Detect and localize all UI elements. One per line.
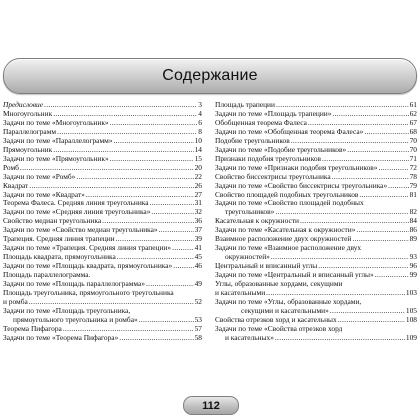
toc-entry-title: и касательными [215,289,266,298]
toc-entry [215,226,417,235]
toc-entry-page: 46 [194,261,202,271]
toc-entry-page: 79 [409,180,417,190]
toc-entry-page: 53 [194,314,202,324]
dot-leader [318,262,408,271]
toc-entry-title: Задачи по теме «Центральный и вписанный углы» [215,271,374,280]
page-number: 112 [202,399,220,412]
dot-leader [338,316,405,325]
dot-leader [119,334,193,343]
toc-entry-title: Многоугольник [3,109,53,118]
toc-entry-title: Задачи по теме «Ромб» [3,172,76,181]
toc-entry-title: Задачи по теме «Площадь параллелограмма» [3,280,146,289]
page-title: Содержание [162,67,258,84]
dot-leader [352,235,408,244]
dot-leader [322,155,409,164]
dot-leader [76,173,193,182]
dot-leader [347,146,408,155]
toc-entry-title: Теорема Пифагора [3,324,62,333]
dot-leader [356,226,408,235]
toc-entry-page: 81 [409,189,417,199]
toc-entry-title: Прямоугольник [3,145,53,154]
dot-leader [275,208,408,217]
dot-leader [139,316,194,325]
toc-entry-title: Задачи по теме «Площадь трапеции» [215,109,332,118]
toc-entry [215,262,417,271]
dot-leader [53,146,193,155]
toc-entry-page: 61 [409,100,417,109]
toc-entry-page: 67 [409,117,417,127]
toc-entry-title: Квадрат [3,181,29,190]
toc-entry-page: 103 [405,288,417,298]
toc-entry-title: Задачи по теме «Площадь квадрата, прямоугольника» [3,262,173,271]
toc-entry [3,128,202,137]
dot-leader [57,128,197,137]
toc-entry-page: 49 [194,279,202,289]
dot-leader [150,200,194,209]
toc-entry-page: 82 [409,207,417,217]
toc-entry-page: 6 [198,117,202,127]
toc-entry-page: 39 [194,234,202,244]
toc-entry [3,182,202,191]
toc-entry-title: Задачи по теме «Трапеция. Средняя линия трапеции» [3,244,172,253]
toc-entry-title: Площадь трапеции [215,101,275,109]
toc-entry-page: 26 [194,180,202,190]
toc-entry-page: 57 [194,323,202,333]
toc-entry-page: 36 [194,216,202,226]
toc-entry [215,146,417,155]
toc-entry-title: Задачи по теме «Касательная к окружности» [215,226,356,235]
toc-entry [215,119,417,128]
toc-entry-title: Задачи по теме «Углы, образованные хордами, [215,297,362,306]
toc-entry-page: 68 [409,126,417,136]
toc-left-column [3,101,202,343]
dot-leader [378,164,408,173]
toc-entry-title: окружностей» [225,253,270,262]
dot-leader [359,191,408,200]
toc-entry [215,298,417,307]
toc-entry-page: 22 [194,171,202,181]
toc-entry [3,325,202,334]
toc-entry-title: Задачи по теме «Свойство площадей подобных [215,199,364,208]
toc-entry-title: Задачи по теме «Квадрат» [3,190,85,199]
toc-entry [3,137,202,146]
dot-leader [20,164,194,173]
toc-entry-title: Задачи по теме «Многоугольник» [3,118,109,127]
dot-leader [172,244,194,253]
toc-entry [215,217,417,226]
toc-entry-title: Обобщенная теорема Фалеса [215,118,307,127]
toc-entry [215,307,417,316]
dot-leader [29,182,193,191]
toc-entry-page: 62 [409,108,417,118]
toc-entry-title: Свойство медиан треугольника [3,217,102,226]
toc-entry-title: Задачи по теме «Свойство биссектрисы треугольника» [215,181,388,190]
dot-leader [63,325,194,334]
dot-leader [117,253,194,262]
toc-entry-page: 15 [194,153,202,163]
dot-leader [110,155,194,164]
toc-entry-page: 99 [409,270,417,280]
toc-entry [3,199,202,208]
dot-leader [159,226,194,235]
toc-entry-page: 105 [405,305,417,315]
dot-leader [116,235,194,244]
contents-header-banner [3,58,417,94]
toc-entry-title: Задачи по теме «Обобщенная теорема Фалеса» [215,127,364,136]
dot-leader [271,253,409,262]
toc-entry-page: 84 [409,216,417,226]
dot-leader [110,119,198,128]
toc-entry-title: прямоугольного треугольника и ромба» [13,315,138,324]
toc-entry-title: Задачи по теме «Взаимное расположение двух [215,244,362,253]
toc-entry-title: Задачи по теме «Признаки подобия треугольников» [215,163,378,172]
toc-entry-page: 96 [409,261,417,271]
toc-entry [215,280,417,289]
toc-entry [215,128,417,137]
toc-entry-page: 70 [409,135,417,145]
toc-entry-title: треугольников» [225,208,275,217]
toc-entry [215,199,417,208]
toc-entry [215,316,417,325]
dot-leader [44,101,197,110]
toc-entry-title: Задачи по теме «Средняя линия треугольника» [3,208,151,217]
dot-leader [291,137,409,146]
toc-entry [215,137,417,146]
toc-entry [215,289,417,298]
toc-entry [3,235,202,244]
toc-entry [215,173,417,182]
toc-entry [3,110,202,119]
toc-entry [215,110,417,119]
dot-leader [300,217,409,226]
dot-leader [151,208,193,217]
toc-entry-page: 70 [409,144,417,154]
toc-entry-title: Задачи по теме «Свойства отрезков хорд [215,324,343,333]
toc-entry-title: Ромб [3,163,19,172]
toc-entry-title: Центральный и вписанный углы [215,262,318,271]
toc-entry [3,173,202,182]
toc-entry [3,164,202,173]
toc-entry [215,325,417,334]
dot-leader [330,307,405,316]
toc-entry-title: Подобие треугольников [215,136,290,145]
toc-entry-page: 58 [194,332,202,342]
toc-entry [215,244,417,253]
dot-leader [86,191,194,200]
toc-entry-title: Признаки подобия треугольников [215,154,322,163]
toc-entry-title: Теорема Фалеса. Средняя линия треугольника [3,199,149,208]
toc-entry [215,101,417,110]
toc-entry [3,146,202,155]
dot-leader [53,110,197,119]
dot-leader [275,334,405,343]
dot-leader [114,137,194,146]
dot-leader [364,128,408,137]
toc-entry [3,244,202,253]
toc-entry-page: 20 [194,162,202,172]
toc-entry-title: и ромба [3,297,28,306]
toc-entry [3,316,202,325]
page-number-badge [183,396,239,415]
toc-entry-page: 41 [194,243,202,253]
toc-entry [3,253,202,262]
dot-leader [388,182,408,191]
dot-leader [266,289,405,298]
toc-entry-page: 89 [409,234,417,244]
toc-entry [3,191,202,200]
toc-entry [3,226,202,235]
toc-entry-title: Площадь треугольника, прямоугольного треугольника [3,289,174,298]
toc-entry [3,334,202,343]
toc-entry [215,208,417,217]
toc-entry [215,191,417,200]
toc-entry-page: 45 [194,252,202,262]
toc-entry-title: Задачи по теме «Теорема Пифагора» [3,333,119,342]
dot-leader [146,280,194,289]
toc-entry-title: Свойство биссектрисы треугольника [215,172,331,181]
toc-entry-title: и касательных» [225,333,274,342]
toc-entry-page: 31 [194,198,202,208]
toc-entry [3,307,202,316]
dot-leader [276,101,409,110]
toc-entry [3,298,202,307]
toc-entry-page: 32 [194,207,202,217]
toc-entry-title: Задачи по теме «Свойство медиан треугольника» [3,226,158,235]
toc-entry-page: 109 [405,332,417,342]
toc-entry-page: 86 [409,225,417,235]
toc-entry-page: 14 [194,144,202,154]
dot-leader [375,271,409,280]
toc-entry-title: Площадь параллелограмма. [3,271,91,280]
toc-entry-page: 4 [198,108,202,118]
toc-entry-page: 3 [198,100,202,109]
toc-entry-title: Свойство площадей подобных треугольников [215,190,359,199]
toc-entry [215,155,417,164]
toc-entry-title: Углы, образованные хордами, секущими [215,280,343,289]
toc-entry [215,334,417,343]
dot-leader [332,110,408,119]
toc-entry-title: Взаимное расположение двух окружностей [215,235,352,244]
toc-entry [215,182,417,191]
toc-entry-page: 71 [409,153,417,163]
toc-entry-page: 72 [409,162,417,172]
toc-entry-page: 10 [194,135,202,145]
toc-right-column [215,101,417,343]
toc-entry-title: Задачи по теме «Подобие треугольников» [215,145,347,154]
dot-leader [173,262,193,271]
toc-entry [3,289,202,298]
toc-entry [3,271,202,280]
dot-leader [332,173,409,182]
toc-entry-page: 93 [409,252,417,262]
dot-leader [29,298,194,307]
toc-entry-page: 27 [194,189,202,199]
toc-entry-title: Предисловие [3,101,44,109]
toc-entry-page: 52 [194,296,202,306]
toc-entry-title: секущими и касательными» [241,306,329,315]
toc-entry [215,235,417,244]
toc-entry-title: Свойства отрезков хорд и касательных [215,315,337,324]
toc-entry [3,208,202,217]
toc-entry-title: Задачи по теме «Площадь треугольника, [3,306,131,315]
toc-entry-page: 37 [194,225,202,235]
toc-entry [215,271,417,280]
toc-entry-page: 78 [409,171,417,181]
toc-entry-title: Касательная к окружности [215,217,299,226]
toc-entry [215,253,417,262]
toc-entry-title: Параллелограмм [3,127,57,136]
toc-entry-title: Площадь квадрата, прямоугольника [3,253,116,262]
toc-entry [3,217,202,226]
toc-entry [3,262,202,271]
toc-entry-title: Трапеция. Средняя линия трапеции [3,235,115,244]
toc-entry [3,101,202,110]
toc-entry-page: 108 [405,314,417,324]
dot-leader [102,217,193,226]
toc-entry-title: Задачи по теме «Прямоугольник» [3,154,109,163]
dot-leader [308,119,409,128]
toc-entry [3,280,202,289]
toc-entry-title: Задачи по теме «Параллелограмм» [3,136,113,145]
toc-entry [3,155,202,164]
toc-entry [3,119,202,128]
toc-entry-page: 8 [198,126,202,136]
toc-entry [215,164,417,173]
